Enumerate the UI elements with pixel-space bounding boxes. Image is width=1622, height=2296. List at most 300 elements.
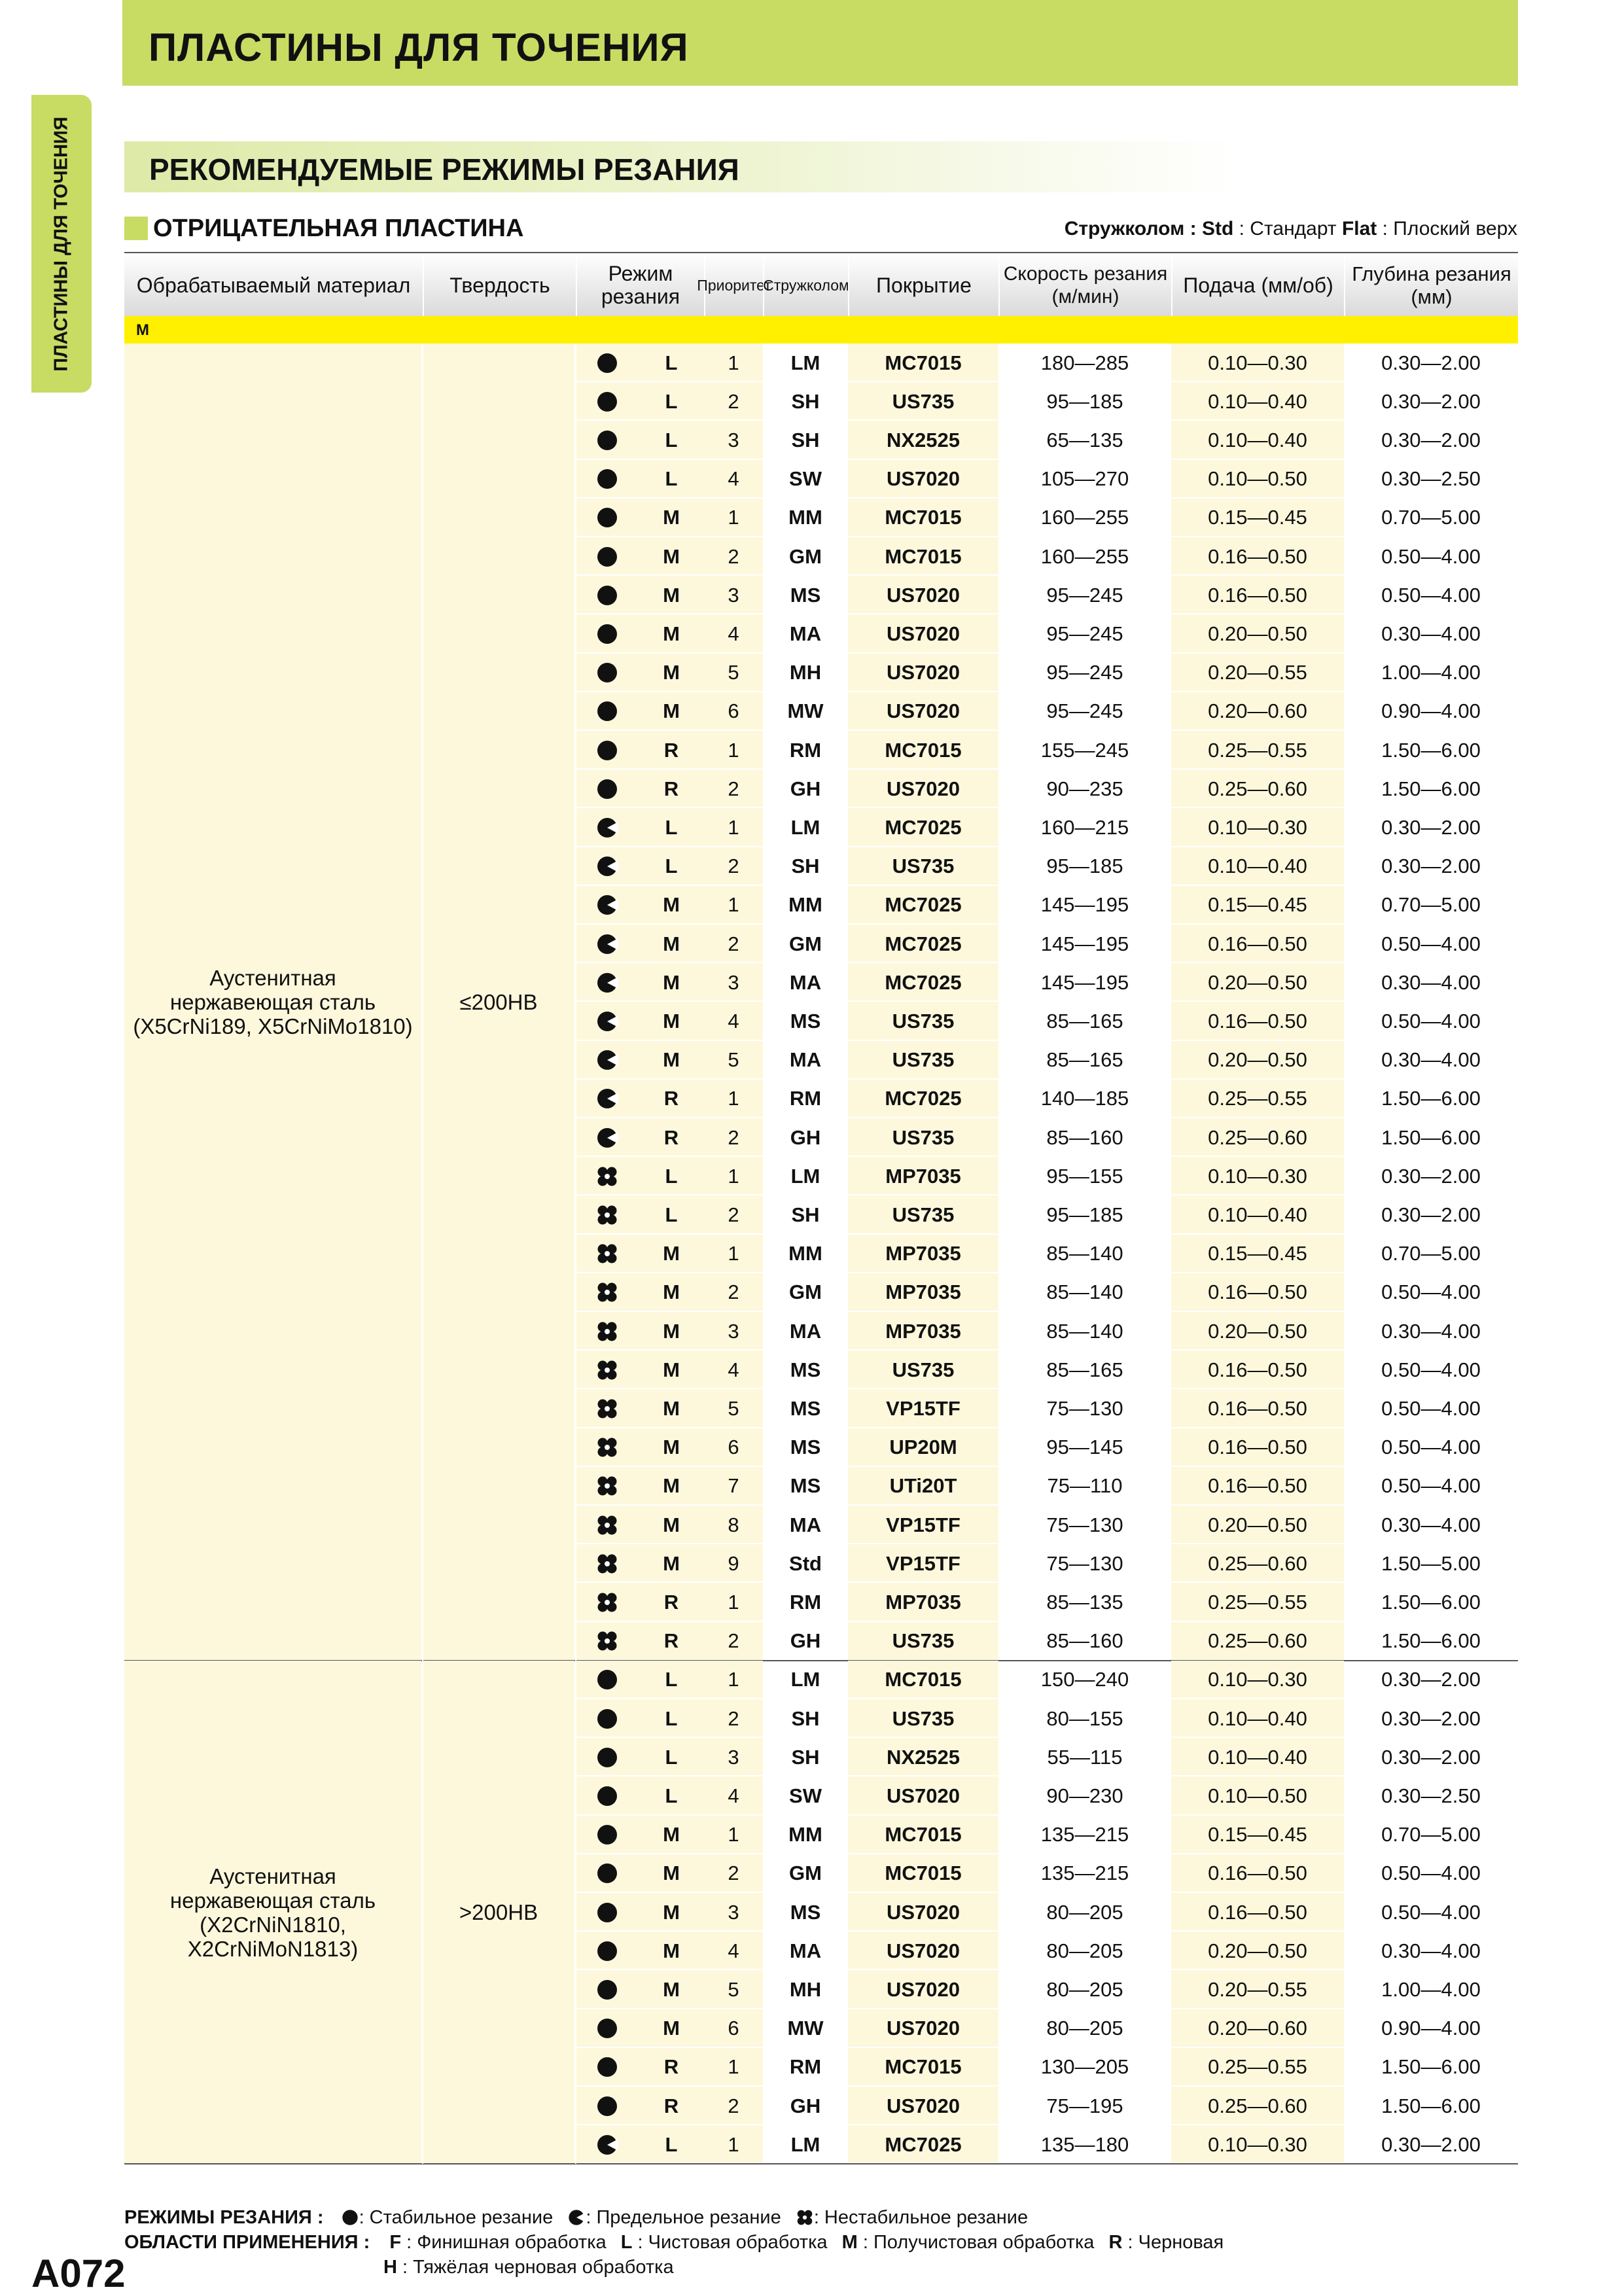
depth-cell: 0.30—4.00 <box>1381 970 1481 994</box>
coating-cell: MC7015 <box>848 1661 998 1699</box>
depth-cell: 0.50—4.00 <box>1381 1358 1481 1381</box>
coating-cell: MC7025 <box>848 2125 998 2164</box>
breaker-cell: MS <box>790 583 821 607</box>
footer-limit-text: : Предельное резание <box>586 2207 781 2228</box>
application-cell: R <box>639 769 704 808</box>
filled-circle-icon <box>595 2055 619 2079</box>
priority-cell: 3 <box>704 421 763 459</box>
table-row <box>124 460 1518 499</box>
header-feed: Подача (мм/об) <box>1171 253 1344 317</box>
depth-cell: 0.50—4.00 <box>1381 932 1481 955</box>
breaker-cell: MA <box>789 622 822 645</box>
breaker-cell: MS <box>790 1396 821 1420</box>
speed-cell: 85—140 <box>1046 1319 1123 1343</box>
mode-icon-cell <box>576 1118 639 1157</box>
mode-icon-cell <box>576 1389 639 1428</box>
table-row <box>124 1351 1518 1389</box>
priority-cell: 6 <box>704 692 763 731</box>
filled-circle-icon <box>595 1746 619 1769</box>
table-row <box>124 382 1518 421</box>
speed-cell: 85—135 <box>1046 1590 1123 1614</box>
application-cell: M <box>639 963 704 1002</box>
breaker-cell: GH <box>790 2094 821 2117</box>
speed-cell: 80—155 <box>1046 1706 1123 1730</box>
feed-cell: 0.10—0.50 <box>1171 1776 1344 1815</box>
feed-cell: 0.25—0.55 <box>1171 731 1344 769</box>
footer-m-text: : Получистовая обработка <box>862 2232 1095 2253</box>
clover-icon <box>595 1552 619 1576</box>
table-row <box>124 1776 1518 1815</box>
filled-circle-icon <box>595 467 619 491</box>
priority-cell: 5 <box>704 1389 763 1428</box>
coating-cell: MP7035 <box>848 1235 998 1273</box>
table-row <box>124 1854 1518 1893</box>
coating-cell: MC7025 <box>848 963 998 1002</box>
coating-cell: US7020 <box>848 2087 998 2125</box>
mode-icon-cell <box>576 421 639 459</box>
section-label: ОТРИЦАТЕЛЬНАЯ ПЛАСТИНА <box>153 214 524 242</box>
feed-cell: 0.10—0.30 <box>1171 1157 1344 1195</box>
table-row <box>124 1699 1518 1738</box>
coating-cell: MC7015 <box>848 537 998 576</box>
priority-cell: 2 <box>704 537 763 576</box>
footer-f-text: : Финишная обработка <box>406 2232 607 2253</box>
speed-cell: 95—185 <box>1046 855 1123 878</box>
breaker-cell: MM <box>788 506 822 529</box>
filled-circle-icon <box>595 1901 619 1924</box>
mode-icon-cell <box>576 1738 639 1776</box>
priority-cell: 5 <box>704 1041 763 1080</box>
mode-icon-cell <box>576 576 639 614</box>
speed-cell: 75—195 <box>1046 2094 1123 2117</box>
mode-icon-cell <box>576 2009 639 2048</box>
breaker-cell: SH <box>791 1745 820 1769</box>
clover-icon <box>595 1591 619 1614</box>
breaker-cell: SH <box>791 855 820 878</box>
coating-cell: US735 <box>848 1699 998 1738</box>
notched-circle-icon <box>595 1010 619 1033</box>
page-number: A072 <box>31 2252 126 2295</box>
feed-cell: 0.15—0.45 <box>1171 499 1344 537</box>
breaker-cell: GM <box>789 932 822 955</box>
mode-icon-cell <box>576 1080 639 1118</box>
priority-cell: 4 <box>704 1932 763 1970</box>
table-row <box>124 963 1518 1002</box>
feed-cell: 0.20—0.55 <box>1171 654 1344 692</box>
application-cell: M <box>639 925 704 963</box>
table-row <box>124 1002 1518 1040</box>
priority-cell: 5 <box>704 1970 763 2009</box>
coating-cell: MC7025 <box>848 808 998 847</box>
mode-icon-cell <box>576 925 639 963</box>
priority-cell: 3 <box>704 1312 763 1351</box>
depth-cell: 1.50—6.00 <box>1381 1125 1481 1149</box>
depth-cell: 1.00—4.00 <box>1381 1977 1481 2001</box>
application-cell: L <box>639 1776 704 1815</box>
priority-cell: 3 <box>704 576 763 614</box>
speed-cell: 85—160 <box>1046 1125 1123 1149</box>
header-depth: Глубина резания (мм) <box>1344 253 1518 317</box>
breaker-cell: MW <box>787 699 824 723</box>
page-title: ПЛАСТИНЫ ДЛЯ ТОЧЕНИЯ <box>149 26 689 69</box>
material-line: нержавеющая сталь <box>169 989 376 1014</box>
mode-icon-cell <box>576 1041 639 1080</box>
speed-cell: 95—145 <box>1046 1436 1123 1459</box>
notched-circle-icon <box>595 1048 619 1072</box>
speed-cell: 95—185 <box>1046 1203 1123 1226</box>
application-cell: L <box>639 1195 704 1234</box>
coating-cell: US735 <box>848 1195 998 1234</box>
coating-cell: US7020 <box>848 769 998 808</box>
mode-icon-cell <box>576 886 639 925</box>
section-square-icon <box>124 217 148 240</box>
coating-cell: MC7025 <box>848 1080 998 1118</box>
mode-icon-cell <box>576 1273 639 1312</box>
depth-cell: 0.30—4.00 <box>1381 622 1481 645</box>
feed-cell: 0.25—0.60 <box>1171 1622 1344 1661</box>
depth-cell: 1.50—6.00 <box>1381 2094 1481 2117</box>
breaker-cell: MM <box>788 893 822 917</box>
breaker-cell: MM <box>788 1823 822 1846</box>
material-line: (X5CrNi189, X5CrNiMo1810) <box>133 1014 413 1038</box>
mode-icon-cell <box>576 1622 639 1661</box>
coating-cell: US735 <box>848 1041 998 1080</box>
breaker-cell: MS <box>790 1474 821 1498</box>
speed-cell: 95—245 <box>1046 661 1123 684</box>
side-tab <box>31 95 92 393</box>
depth-cell: 0.70—5.00 <box>1381 506 1481 529</box>
speed-cell: 135—215 <box>1040 1862 1129 1885</box>
notched-circle-icon <box>567 2208 586 2227</box>
feed-cell: 0.25—0.60 <box>1171 2087 1344 2125</box>
depth-cell: 0.50—4.00 <box>1381 1900 1481 1924</box>
footer-r-text: : Черновая <box>1127 2232 1224 2253</box>
coating-cell: MP7035 <box>848 1157 998 1195</box>
breaker-cell: GH <box>790 1125 821 1149</box>
clover-icon <box>595 1358 619 1382</box>
feed-cell: 0.10—0.40 <box>1171 1699 1344 1738</box>
table-row <box>124 1970 1518 2009</box>
column-divider <box>575 344 576 2164</box>
application-cell: R <box>639 1583 704 1621</box>
mode-icon-cell <box>576 2087 639 2125</box>
coating-cell: US7020 <box>848 2009 998 2048</box>
clover-icon <box>796 2208 814 2227</box>
depth-cell: 0.70—5.00 <box>1381 1242 1481 1265</box>
depth-cell: 1.50—6.00 <box>1381 1590 1481 1614</box>
coating-cell: US7020 <box>848 614 998 653</box>
priority-cell: 1 <box>704 1157 763 1195</box>
speed-cell: 95—245 <box>1046 622 1123 645</box>
depth-cell: 1.50—6.00 <box>1381 2055 1481 2079</box>
header-breaker: Стружколом <box>763 253 848 317</box>
depth-cell: 0.90—4.00 <box>1381 2017 1481 2040</box>
depth-cell: 0.30—4.00 <box>1381 1319 1481 1343</box>
mode-icon-cell <box>576 731 639 769</box>
mode-icon-cell <box>576 1002 639 1040</box>
table-row <box>124 692 1518 731</box>
coating-cell: NX2525 <box>848 421 998 459</box>
table-row <box>124 2125 1518 2164</box>
speed-cell: 95—245 <box>1046 583 1123 607</box>
coating-cell: MC7015 <box>848 499 998 537</box>
table-row <box>124 1506 1518 1544</box>
mode-icon-cell <box>576 344 639 382</box>
priority-cell: 1 <box>704 1583 763 1621</box>
depth-cell: 0.50—4.00 <box>1381 544 1481 568</box>
header-priority: Приоритет <box>704 253 763 317</box>
priority-cell: 5 <box>704 654 763 692</box>
application-cell: M <box>639 1506 704 1544</box>
table-row <box>124 499 1518 537</box>
depth-cell: 0.30—2.00 <box>1381 1203 1481 1226</box>
feed-cell: 0.16—0.50 <box>1171 1428 1344 1467</box>
material-line: Аустенитная <box>209 1863 336 1888</box>
breaker-cell: RM <box>789 1087 822 1110</box>
priority-cell: 1 <box>704 886 763 925</box>
application-cell: M <box>639 1932 704 1970</box>
speed-cell: 135—180 <box>1040 2132 1129 2156</box>
subtitle-banner <box>124 141 1518 192</box>
speed-cell: 75—130 <box>1046 1513 1123 1536</box>
coating-cell: MP7035 <box>848 1273 998 1312</box>
filled-circle-icon <box>595 777 619 801</box>
application-cell: L <box>639 1699 704 1738</box>
table-row <box>124 2048 1518 2087</box>
priority-cell: 2 <box>704 925 763 963</box>
material-line: Аустенитная <box>209 965 336 990</box>
application-cell: M <box>639 654 704 692</box>
table-row <box>124 1080 1518 1118</box>
feed-cell: 0.10—0.40 <box>1171 421 1344 459</box>
mode-icon-cell <box>576 1157 639 1195</box>
notched-circle-icon <box>595 932 619 956</box>
table-row <box>124 1273 1518 1312</box>
filled-circle-icon <box>595 1668 619 1691</box>
application-cell: M <box>639 1312 704 1351</box>
footer-r-code: R <box>1108 2232 1123 2253</box>
speed-cell: 95—185 <box>1046 389 1123 413</box>
priority-cell: 2 <box>704 1699 763 1738</box>
mode-icon-cell <box>576 769 639 808</box>
breaker-cell: SH <box>791 428 820 451</box>
breaker-cell: SW <box>789 467 822 491</box>
table-row <box>124 808 1518 847</box>
feed-cell: 0.16—0.50 <box>1171 1893 1344 1932</box>
footer-stable-text: : Стабильное резание <box>359 2207 554 2228</box>
priority-cell: 2 <box>704 1622 763 1661</box>
table-row <box>124 576 1518 614</box>
application-cell: M <box>639 1389 704 1428</box>
feed-cell: 0.20—0.50 <box>1171 1932 1344 1970</box>
application-cell: M <box>639 2009 704 2048</box>
feed-cell: 0.16—0.50 <box>1171 925 1344 963</box>
filled-circle-icon <box>595 1978 619 2002</box>
notched-circle-icon <box>595 2133 619 2157</box>
mode-icon-cell <box>576 1506 639 1544</box>
breaker-cell: MS <box>790 1900 821 1924</box>
coating-cell: MC7015 <box>848 1854 998 1893</box>
table-row <box>124 654 1518 692</box>
speed-cell: 180—285 <box>1040 351 1129 374</box>
subtitle: РЕКОМЕНДУЕМЫЕ РЕЖИМЫ РЕЗАНИЯ <box>149 152 739 186</box>
depth-cell: 0.90—4.00 <box>1381 699 1481 723</box>
breaker-cell: GH <box>790 1629 821 1653</box>
clover-icon <box>595 1397 619 1421</box>
table-row <box>124 1738 1518 1776</box>
top-banner <box>122 0 1518 86</box>
priority-cell: 6 <box>704 1428 763 1467</box>
speed-cell: 160—255 <box>1040 506 1129 529</box>
table-row <box>124 2087 1518 2125</box>
priority-cell: 3 <box>704 1893 763 1932</box>
coating-cell: VP15TF <box>848 1506 998 1544</box>
speed-cell: 65—135 <box>1046 428 1123 451</box>
priority-cell: 1 <box>704 344 763 382</box>
breaker-cell: RM <box>789 2055 822 2079</box>
mode-icon-cell <box>576 1312 639 1351</box>
breaker-cell: SH <box>791 1203 820 1226</box>
application-cell: L <box>639 847 704 886</box>
breaker-cell: SH <box>791 1706 820 1730</box>
coating-cell: UTi20T <box>848 1467 998 1506</box>
feed-cell: 0.16—0.50 <box>1171 1467 1344 1506</box>
priority-cell: 3 <box>704 963 763 1002</box>
depth-cell: 0.30—2.00 <box>1381 1164 1481 1188</box>
coating-cell: US7020 <box>848 1893 998 1932</box>
speed-cell: 160—255 <box>1040 544 1129 568</box>
depth-cell: 0.30—2.00 <box>1381 815 1481 839</box>
table-row <box>124 1195 1518 1234</box>
mode-icon-cell <box>576 654 639 692</box>
application-cell: L <box>639 1157 704 1195</box>
table-row <box>124 1583 1518 1621</box>
table-row <box>124 421 1518 459</box>
depth-cell: 0.70—5.00 <box>1381 893 1481 917</box>
priority-cell: 1 <box>704 808 763 847</box>
table-row <box>124 1428 1518 1467</box>
clover-icon <box>595 1280 619 1304</box>
priority-cell: 1 <box>704 731 763 769</box>
section-title <box>124 213 523 244</box>
speed-cell: 55—115 <box>1047 1745 1123 1769</box>
priority-cell: 7 <box>704 1467 763 1506</box>
speed-cell: 75—130 <box>1046 1396 1123 1420</box>
speed-cell: 95—155 <box>1046 1164 1123 1188</box>
application-cell: M <box>639 1273 704 1312</box>
breaker-cell: MM <box>788 1242 822 1265</box>
material-group-row <box>124 316 1518 344</box>
application-cell: M <box>639 692 704 731</box>
breaker-cell: RM <box>789 1590 822 1614</box>
breaker-cell: MA <box>789 1939 822 1962</box>
speed-cell: 90—235 <box>1046 777 1123 800</box>
chip-breaker-legend <box>1065 218 1517 240</box>
feed-cell: 0.16—0.50 <box>1171 1854 1344 1893</box>
priority-cell: 2 <box>704 382 763 421</box>
table-row <box>124 344 1518 382</box>
application-cell: M <box>639 1970 704 2009</box>
depth-cell: 1.00—4.00 <box>1381 661 1481 684</box>
depth-cell: 0.50—4.00 <box>1381 1396 1481 1420</box>
filled-circle-icon <box>595 1784 619 1808</box>
speed-cell: 75—110 <box>1047 1474 1123 1498</box>
application-cell: L <box>639 344 704 382</box>
priority-cell: 2 <box>704 1195 763 1234</box>
material-line: нержавеющая сталь <box>169 1888 376 1913</box>
depth-cell: 0.30—2.50 <box>1381 467 1481 491</box>
feed-cell: 0.25—0.55 <box>1171 2048 1344 2087</box>
feed-cell: 0.10—0.30 <box>1171 344 1344 382</box>
notched-circle-icon <box>595 971 619 995</box>
priority-cell: 4 <box>704 1351 763 1389</box>
application-cell: M <box>639 1351 704 1389</box>
breaker-cell: LM <box>790 351 820 374</box>
footer-m-code: M <box>841 2232 858 2253</box>
feed-cell: 0.10—0.30 <box>1171 2125 1344 2164</box>
mode-icon-cell <box>576 847 639 886</box>
priority-cell: 8 <box>704 1506 763 1544</box>
table-row <box>124 1893 1518 1932</box>
footer-l-text: : Чистовая обработка <box>637 2232 828 2253</box>
filled-circle-icon <box>595 545 619 569</box>
speed-cell: 85—165 <box>1046 1048 1123 1072</box>
mode-icon-cell <box>576 1235 639 1273</box>
priority-cell: 9 <box>704 1544 763 1583</box>
depth-cell: 1.50—6.00 <box>1381 738 1481 762</box>
footer-areas-line <box>124 2230 1224 2255</box>
priority-cell: 2 <box>704 1118 763 1157</box>
coating-cell: MP7035 <box>848 1312 998 1351</box>
application-cell: R <box>639 1118 704 1157</box>
coating-cell: US735 <box>848 1351 998 1389</box>
speed-cell: 155—245 <box>1040 738 1129 762</box>
mode-icon-cell <box>576 692 639 731</box>
speed-cell: 80—205 <box>1046 1977 1123 2001</box>
breaker-cell: LM <box>790 815 820 839</box>
depth-cell: 0.30—2.00 <box>1381 1668 1481 1691</box>
notched-circle-icon <box>595 893 619 917</box>
feed-cell: 0.25—0.55 <box>1171 1080 1344 1118</box>
breaker-cell: MS <box>790 1009 821 1033</box>
mode-icon-cell <box>576 1544 639 1583</box>
feed-cell: 0.15—0.45 <box>1171 1235 1344 1273</box>
application-cell: L <box>639 2125 704 2164</box>
table-row <box>124 1118 1518 1157</box>
table-row <box>124 1622 1518 1661</box>
speed-cell: 90—230 <box>1046 1784 1123 1807</box>
filled-circle-icon <box>595 390 619 414</box>
clover-icon <box>595 1474 619 1498</box>
filled-circle-icon <box>341 2208 359 2227</box>
breaker-cell: MH <box>789 661 822 684</box>
mode-icon-cell <box>576 1854 639 1893</box>
application-cell: M <box>639 1467 704 1506</box>
clover-icon <box>595 1320 619 1343</box>
priority-cell: 2 <box>704 847 763 886</box>
mode-icon-cell <box>576 1661 639 1699</box>
coating-cell: NX2525 <box>848 1738 998 1776</box>
depth-cell: 0.50—4.00 <box>1381 1009 1481 1033</box>
table-header <box>124 252 1518 317</box>
table-row <box>124 1544 1518 1583</box>
mode-icon-cell <box>576 1195 639 1234</box>
depth-cell: 1.50—6.00 <box>1381 777 1481 800</box>
application-cell: M <box>639 1235 704 1273</box>
breaker-cell: SH <box>791 389 820 413</box>
filled-circle-icon <box>595 2017 619 2040</box>
depth-cell: 0.30—4.00 <box>1381 1939 1481 1962</box>
